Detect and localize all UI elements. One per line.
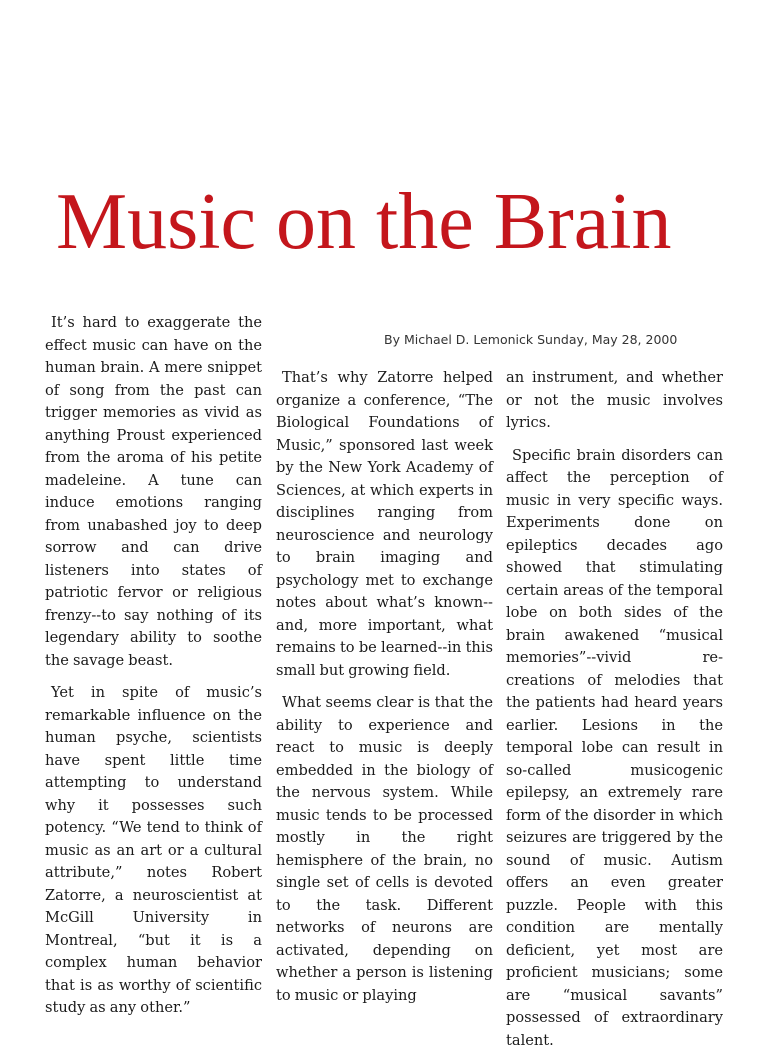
paragraph: an instrument, and whether or not the music involves lyrics. — [506, 369, 723, 431]
paragraph: What seems clear is that the ability to experience and react to music is deeply embedded in the biology of the nervous system. While music tends to be processed mostly in the right hemisphere of the brain, no single set of cells is devoted to the task. Different networks of neurons are activated, depending on whether a person is listening to music or playing — [276, 694, 493, 1004]
article-column-3 — [506, 367, 723, 1062]
paragraph: Specific brain disorders can affect the perception of music in very specific ways. Experiments done on epileptics decades ago showed that stimulating certain areas of the temporal lobe on both sides of the brain awakened “musical memories”--vivid re-creations of melodies that the patients had heard years earlier. Lesions in the temporal lobe can result in so-called musicogenic epilepsy, an extremely rare form of the disorder in which seizures are triggered by the sound of music. Autism offers an even greater puzzle. People with this condition are mentally deficient, yet most are proficient musicians; some are “musical savants” possessed of extraordinary talent. — [506, 446, 723, 1049]
article-byline: By Michael D. Lemonick Sunday, May 28, 2000 — [384, 332, 678, 347]
article-column-1 — [45, 312, 262, 1030]
paragraph: It’s hard to exaggerate the effect music can have on the human brain. A mere snippet of song from the past can trigger memories as vivid as anything Proust experienced from the aroma of his petite madeleine. A tune can induce emotions ranging from unabashed joy to deep sorrow and can drive listeners into states of patriotic fervor or religious frenzy--to say nothing of its legendary ability to soothe the savage beast. — [45, 314, 262, 669]
article-title: Music on the Brain — [56, 178, 672, 266]
paragraph: Yet in spite of music’s remarkable influence on the human psyche, scientists have spent little time attempting to understand why it possesses such potency. “We tend to think of music as an art or a cultural attribute,” notes Robert Zatorre, a neuroscientist at McGill University in Montreal, “but it is a complex human behavior that is as worthy of scientific study as any other.” — [45, 684, 262, 1016]
paragraph: That’s why Zatorre helped organize a conference, “The Biological Foundations of Music,” sponsored last week by the New York Academy of Sciences, at which experts in disciplines ranging from neuroscience and neurology to brain imaging and psychology met to exchange notes about what’s known--and, more important, what remains to be learned--in this small but growing field. — [276, 369, 493, 679]
article-column-2 — [276, 367, 493, 1017]
